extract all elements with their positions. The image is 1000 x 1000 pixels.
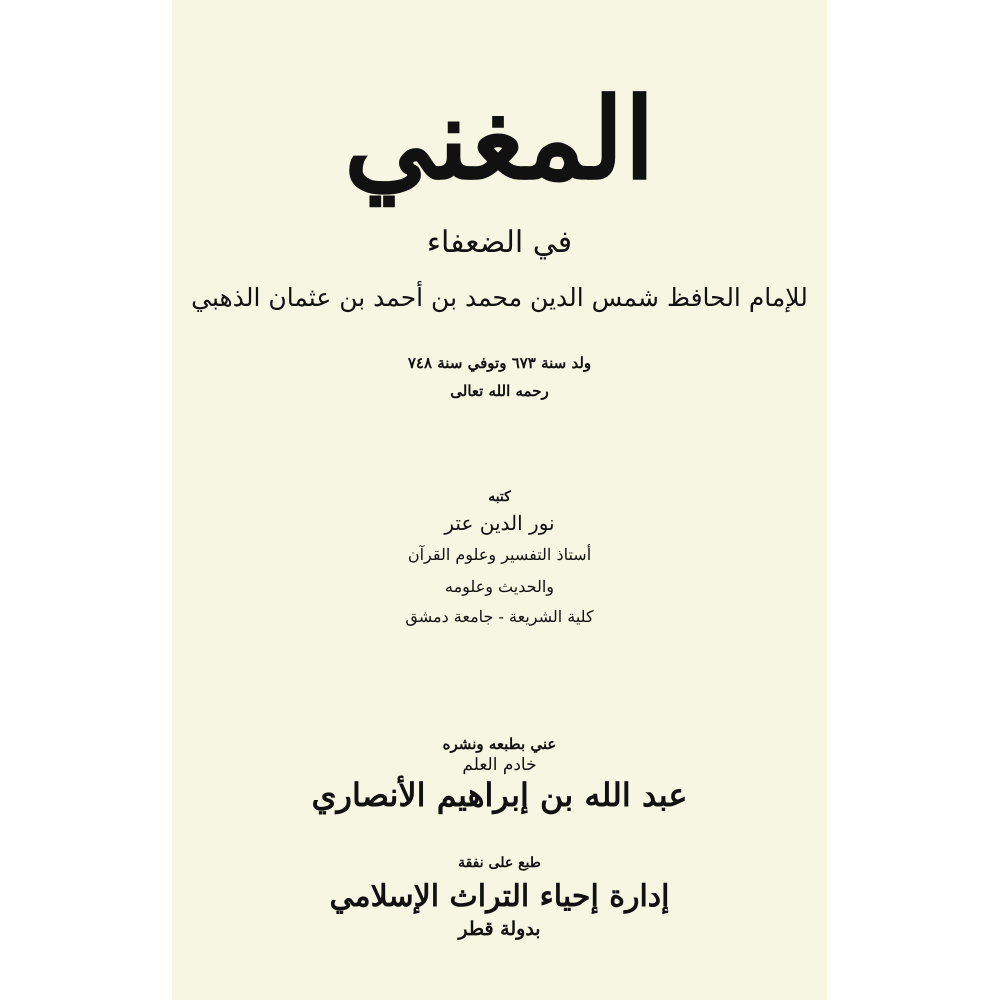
editor-name: نور الدين عتر bbox=[444, 511, 555, 535]
editor-label: كتبه bbox=[488, 489, 511, 505]
editor-role-2: والحديث وعلومه bbox=[444, 577, 554, 596]
printing-label: طبع على نفقة bbox=[458, 855, 541, 871]
printing-organization: إدارة إحياء التراث الإسلامي bbox=[329, 879, 670, 914]
book-subtitle: في الضعفاء bbox=[426, 225, 573, 260]
printing-country: بدولة قطر bbox=[458, 918, 541, 940]
publisher-title: خادم العلم bbox=[462, 755, 537, 775]
publisher-label: عني بطبعه ونشره bbox=[442, 735, 557, 753]
author-line: للإمام الحافظ شمس الدين محمد بن أحمد بن عثمان الذهبي bbox=[191, 283, 808, 312]
book-title: المغني bbox=[343, 74, 656, 205]
book-title-page bbox=[172, 0, 827, 1000]
publisher-name: عبد الله بن إبراهيم الأنصاري bbox=[311, 776, 688, 814]
editor-role-1: أستاذ التفسير وعلوم القرآن bbox=[407, 545, 592, 564]
author-dates: ولد سنة ٦٧٣ وتوفي سنة ٧٤٨ bbox=[407, 354, 592, 372]
author-blessing: رحمه الله تعالى bbox=[450, 382, 549, 400]
editor-role-3: كلية الشريعة - جامعة دمشق bbox=[405, 607, 594, 626]
